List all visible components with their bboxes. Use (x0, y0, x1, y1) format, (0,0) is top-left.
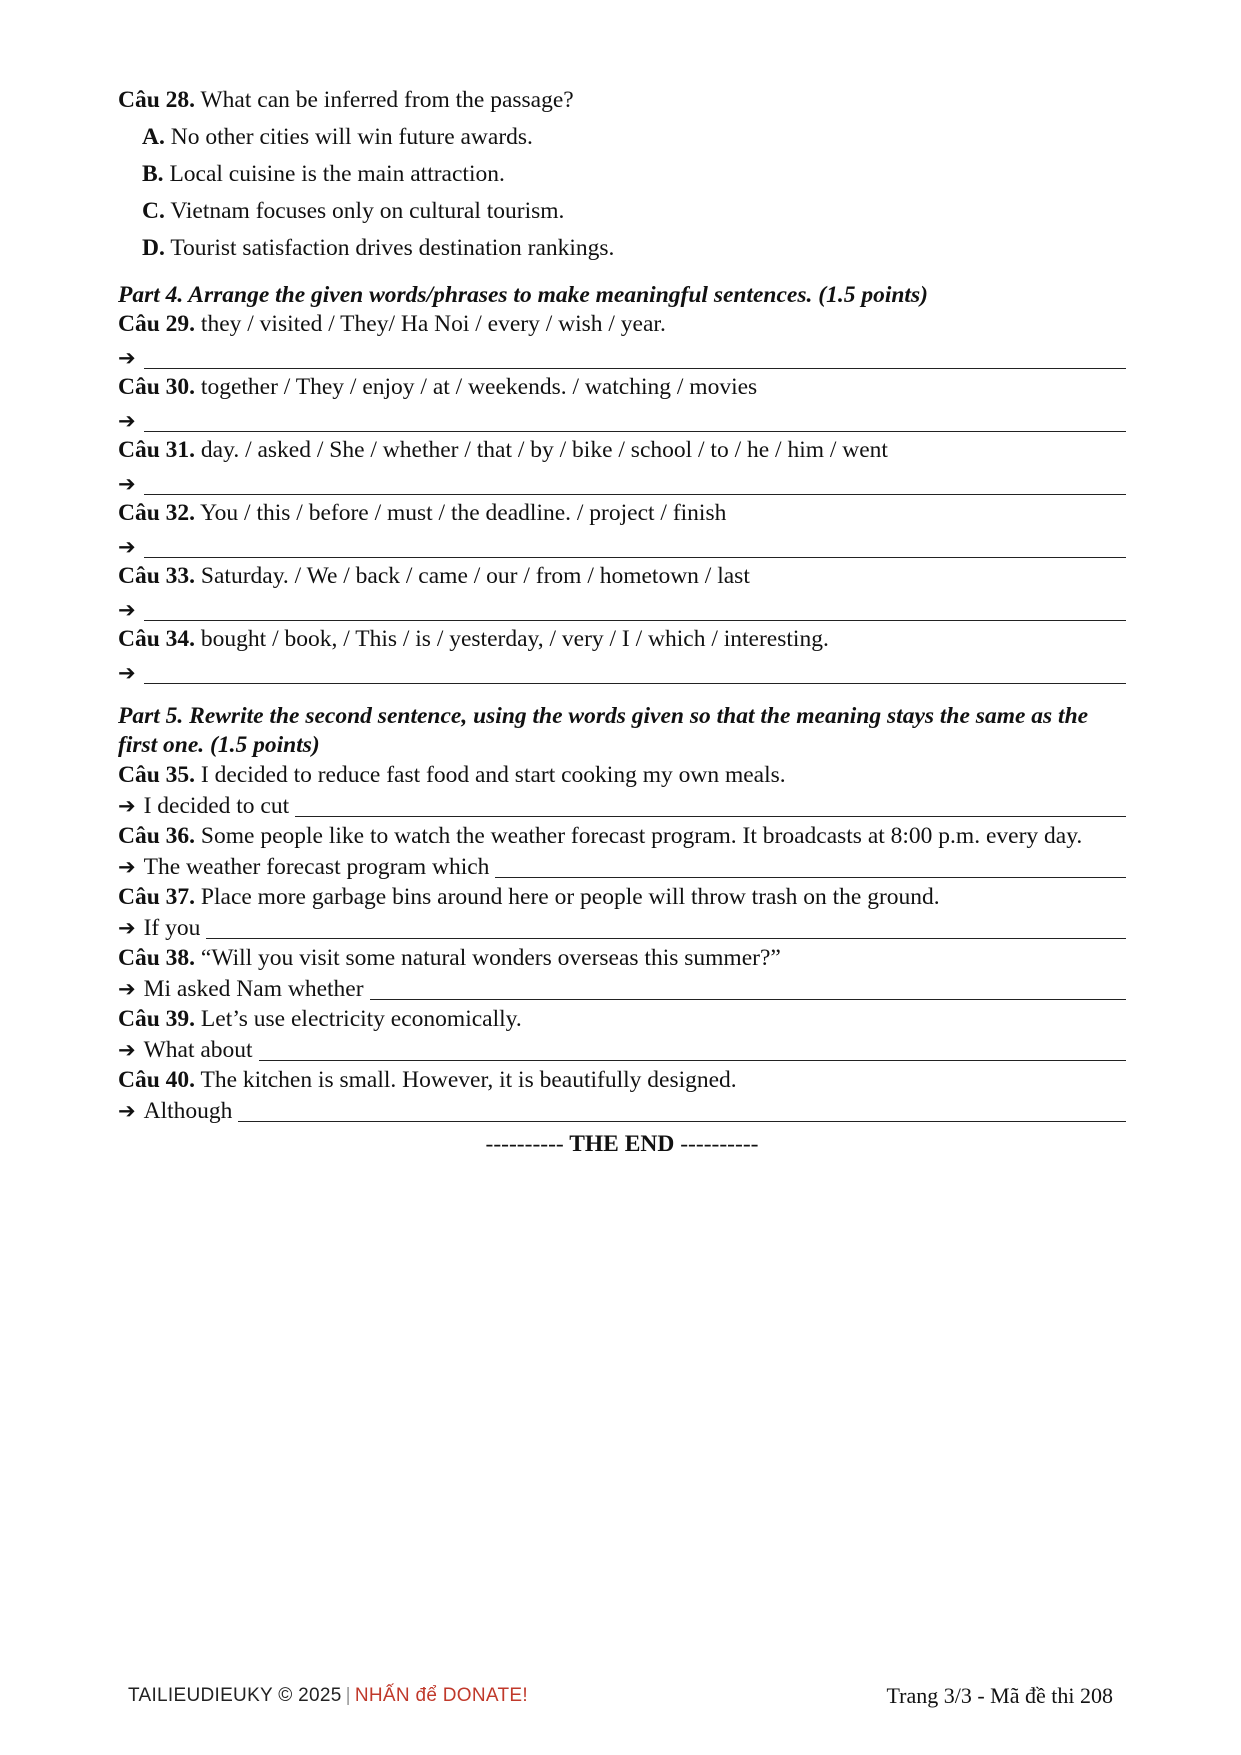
answer-prefix: Mi asked Nam whether (143, 976, 364, 1002)
question-number: Câu 38. (118, 945, 196, 971)
answer-line[interactable] (118, 912, 1126, 943)
brand-text: TAILIEUDIEUKY © 2025 (128, 1685, 342, 1706)
answer-line[interactable] (118, 1095, 1126, 1126)
question-text: What can be inferred from the passage? (200, 87, 574, 113)
donate-link[interactable]: NHẤN để DONATE! (354, 1685, 528, 1706)
part-5-item (118, 882, 1126, 943)
question-text: Saturday. / We / back / came / our / from / hometown / last (200, 563, 750, 589)
answer-blank[interactable] (144, 493, 1126, 495)
question-text: bought / book, / This / is / yesterday, / very / I / which / interesting. (200, 626, 829, 652)
arrow-right-icon: ➔ (118, 598, 136, 622)
question-number: Câu 28. (118, 87, 196, 113)
answer-line[interactable] (118, 402, 1126, 436)
part-4-heading: Part 4. Arrange the given words/phrases to make meaningful sentences. (1.5 points) (118, 282, 928, 308)
answer-line[interactable] (118, 339, 1126, 373)
question-number: Câu 32. (118, 500, 196, 526)
question-text: Let’s use electricity economically. (200, 1006, 522, 1032)
arrow-right-icon: ➔ (118, 916, 136, 940)
part-5-heading: Part 5. Rewrite the second sentence, using the words given so that the meaning stays the same as the first one. (1.5 points) (118, 703, 1089, 758)
part-4-item (118, 562, 1126, 625)
arrow-right-icon: ➔ (118, 409, 136, 433)
question-number: Câu 35. (118, 762, 196, 788)
question-number: Câu 33. (118, 563, 196, 589)
question-text: The kitchen is small. However, it is beautifully designed. (200, 1067, 737, 1093)
footer-brand (128, 1685, 528, 1707)
answer-line[interactable] (118, 654, 1126, 688)
question-text: I decided to reduce fast food and start cooking my own meals. (200, 762, 786, 788)
answer-line[interactable] (118, 528, 1126, 562)
end-label: THE END (569, 1131, 675, 1157)
answer-prefix: What about (143, 1037, 253, 1063)
option-d (118, 234, 1126, 263)
answer-blank[interactable] (144, 430, 1126, 432)
answer-line[interactable] (118, 790, 1126, 821)
part-4-item (118, 310, 1126, 373)
part-5-item (118, 943, 1126, 1004)
answer-blank[interactable] (495, 876, 1126, 878)
option-text: Tourist satisfaction drives destination rankings. (170, 235, 615, 261)
answer-blank[interactable] (238, 1120, 1126, 1122)
question-number: Câu 40. (118, 1067, 196, 1093)
part-5-item (118, 821, 1126, 882)
answer-blank[interactable] (144, 619, 1126, 621)
option-letter: C. (142, 198, 165, 224)
page-info: Trang 3/3 - Mã đề thi 208 (886, 1683, 1113, 1708)
answer-prefix: I decided to cut (143, 793, 290, 819)
footer-separator: | (345, 1685, 351, 1706)
answer-prefix: If you (143, 915, 201, 941)
question-number: Câu 29. (118, 311, 196, 337)
the-end-marker (118, 1130, 1126, 1159)
question-number: Câu 34. (118, 626, 196, 652)
answer-line[interactable] (118, 973, 1126, 1004)
question-number: Câu 30. (118, 374, 196, 400)
question-text: day. / asked / She / whether / that / by / bike / school / to / he / him / went (200, 437, 888, 463)
question-text: Place more garbage bins around here or people will throw trash on the ground. (200, 884, 940, 910)
answer-line[interactable] (118, 1034, 1126, 1065)
arrow-right-icon: ➔ (118, 535, 136, 559)
answer-prefix: Although (143, 1098, 233, 1124)
option-c (118, 197, 1126, 226)
answer-blank[interactable] (259, 1059, 1126, 1061)
option-text: Vietnam focuses only on cultural tourism. (170, 198, 565, 224)
option-letter: B. (142, 161, 164, 187)
part-4-item (118, 625, 1126, 688)
question-text: Some people like to watch the weather forecast program. It broadcasts at 8:00 p.m. every day. (200, 823, 1083, 849)
question-28 (118, 86, 1126, 115)
arrow-right-icon: ➔ (118, 472, 136, 496)
end-dashes-right: ---------- (680, 1131, 759, 1157)
arrow-right-icon: ➔ (118, 346, 136, 370)
part-4-item (118, 436, 1126, 499)
answer-blank[interactable] (206, 937, 1126, 939)
part-5-item (118, 1004, 1126, 1065)
answer-blank[interactable] (295, 815, 1126, 817)
question-text: they / visited / They/ Ha Noi / every / wish / year. (200, 311, 666, 337)
answer-blank[interactable] (144, 682, 1126, 684)
question-text: “Will you visit some natural wonders overseas this summer?” (200, 945, 781, 971)
question-text: You / this / before / must / the deadline. / project / finish (200, 500, 727, 526)
answer-blank[interactable] (144, 556, 1126, 558)
part-5-item (118, 760, 1126, 821)
answer-line[interactable] (118, 465, 1126, 499)
end-dashes-left: ---------- (485, 1131, 564, 1157)
option-a (118, 123, 1126, 152)
option-text: No other cities will win future awards. (170, 124, 533, 150)
option-letter: D. (142, 235, 165, 261)
question-number: Câu 36. (118, 823, 196, 849)
question-number: Câu 39. (118, 1006, 196, 1032)
arrow-right-icon: ➔ (118, 794, 136, 818)
exam-page (118, 86, 1126, 1159)
option-b (118, 160, 1126, 189)
option-text: Local cuisine is the main attraction. (169, 161, 505, 187)
part-5-item (118, 1065, 1126, 1126)
answer-blank[interactable] (144, 367, 1126, 369)
part-4-item (118, 373, 1126, 436)
question-number: Câu 31. (118, 437, 196, 463)
answer-line[interactable] (118, 851, 1126, 882)
arrow-right-icon: ➔ (118, 977, 136, 1001)
page-footer (128, 1680, 1113, 1712)
arrow-right-icon: ➔ (118, 855, 136, 879)
question-number: Câu 37. (118, 884, 196, 910)
arrow-right-icon: ➔ (118, 661, 136, 685)
arrow-right-icon: ➔ (118, 1099, 136, 1123)
arrow-right-icon: ➔ (118, 1038, 136, 1062)
answer-blank[interactable] (370, 998, 1126, 1000)
part-4-item (118, 499, 1126, 562)
answer-prefix: The weather forecast program which (143, 854, 490, 880)
question-text: together / They / enjoy / at / weekends. / watching / movies (200, 374, 758, 400)
option-letter: A. (142, 124, 165, 150)
answer-line[interactable] (118, 591, 1126, 625)
